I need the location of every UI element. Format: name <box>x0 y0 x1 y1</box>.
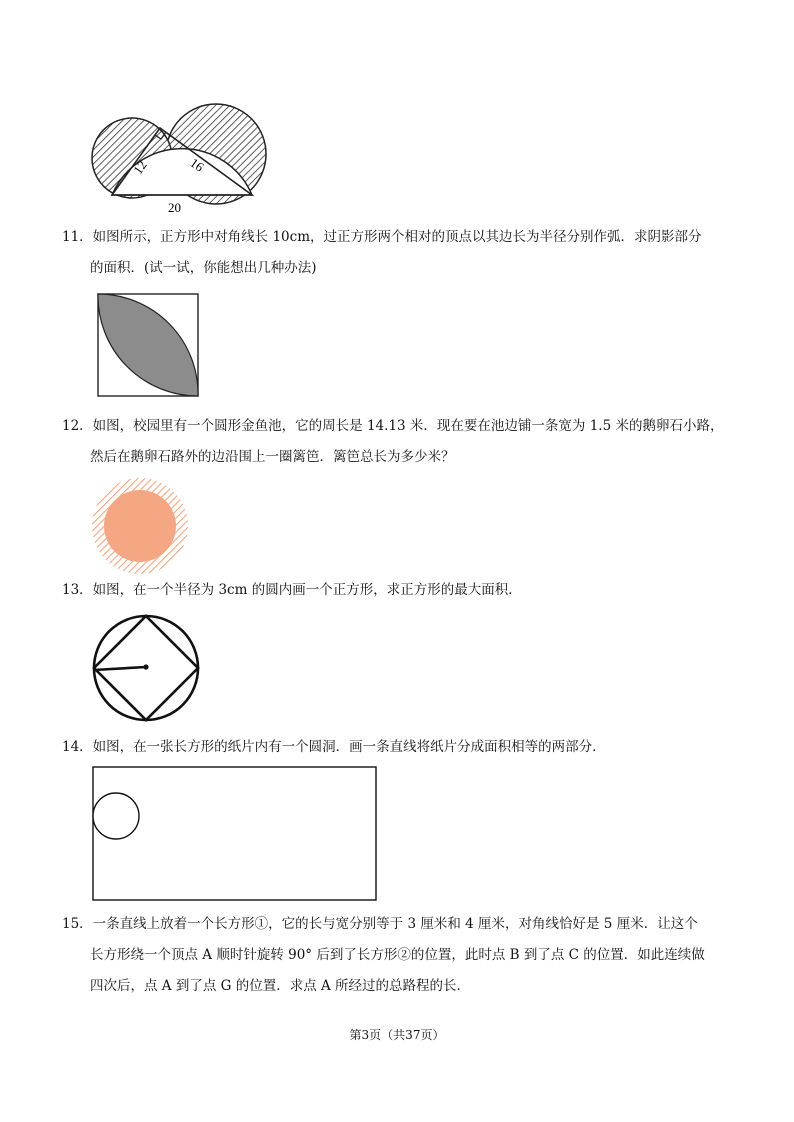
page-footer <box>0 1026 794 1043</box>
fish-pond <box>104 490 176 562</box>
figure-pond-path <box>90 476 190 576</box>
question-14-line-1: 14．如图，在一张长方形的纸片内有一个圆洞．画一条直线将纸片分成面积相等的两部分． <box>62 739 606 755</box>
question-15-line-3: 四次后，点 A 到了点 G 的位置．求点 A 所经过的总路程的长． <box>90 978 471 994</box>
question-11 <box>62 222 734 284</box>
label-20: 20 <box>168 200 181 215</box>
question-14 <box>62 732 734 763</box>
center-point <box>143 664 148 669</box>
page-number: 第3页（共37页） <box>349 1028 445 1042</box>
question-11-line-2: 的面积．(试一试，你能想出几种办法) <box>90 260 317 276</box>
question-15-line-2: 长方形绕一个顶点 A 顺时针旋转 90° 后到了长方形②的位置，此时点 B 到了点 C 的位置．如此连续做 <box>90 947 705 963</box>
question-12 <box>62 411 734 473</box>
question-12-line-1: 12．如图，校园里有一个圆形金鱼池，它的周长是 14.13 米．现在要在池边铺一条宽为 1.5 米的鹅卵石小路， <box>62 418 724 434</box>
question-15-line-1: 15．一条直线上放着一个长方形①，它的长与宽分别等于 3 厘米和 4 厘米，对角线恰好是 5 厘米．让这个 <box>62 916 698 932</box>
question-13 <box>62 575 734 606</box>
label-12: 12 <box>130 157 150 177</box>
figure-circle-square <box>90 612 202 724</box>
paper-rectangle <box>93 767 376 900</box>
figure-triangle-semicircles <box>88 98 278 216</box>
question-11-line-1: 11．如图所示，正方形中对角线长 10cm，过正方形两个相对的顶点以其边长为半径分别作弧．求阴影部分 <box>62 229 702 245</box>
radius-line <box>94 667 146 670</box>
question-15 <box>62 909 734 1002</box>
label-16: 16 <box>187 154 207 175</box>
question-13-line-1: 13．如图，在一个半径为 3cm 的圆内画一个正方形，求正方形的最大面积． <box>62 582 522 598</box>
question-12-line-2: 然后在鹅卵石路外的边沿围上一圈篱笆．篱笆总长为多少米？ <box>90 449 455 465</box>
round-hole <box>93 793 139 839</box>
figure-rectangle-hole <box>92 766 378 902</box>
figure-square-leaf <box>96 292 200 398</box>
